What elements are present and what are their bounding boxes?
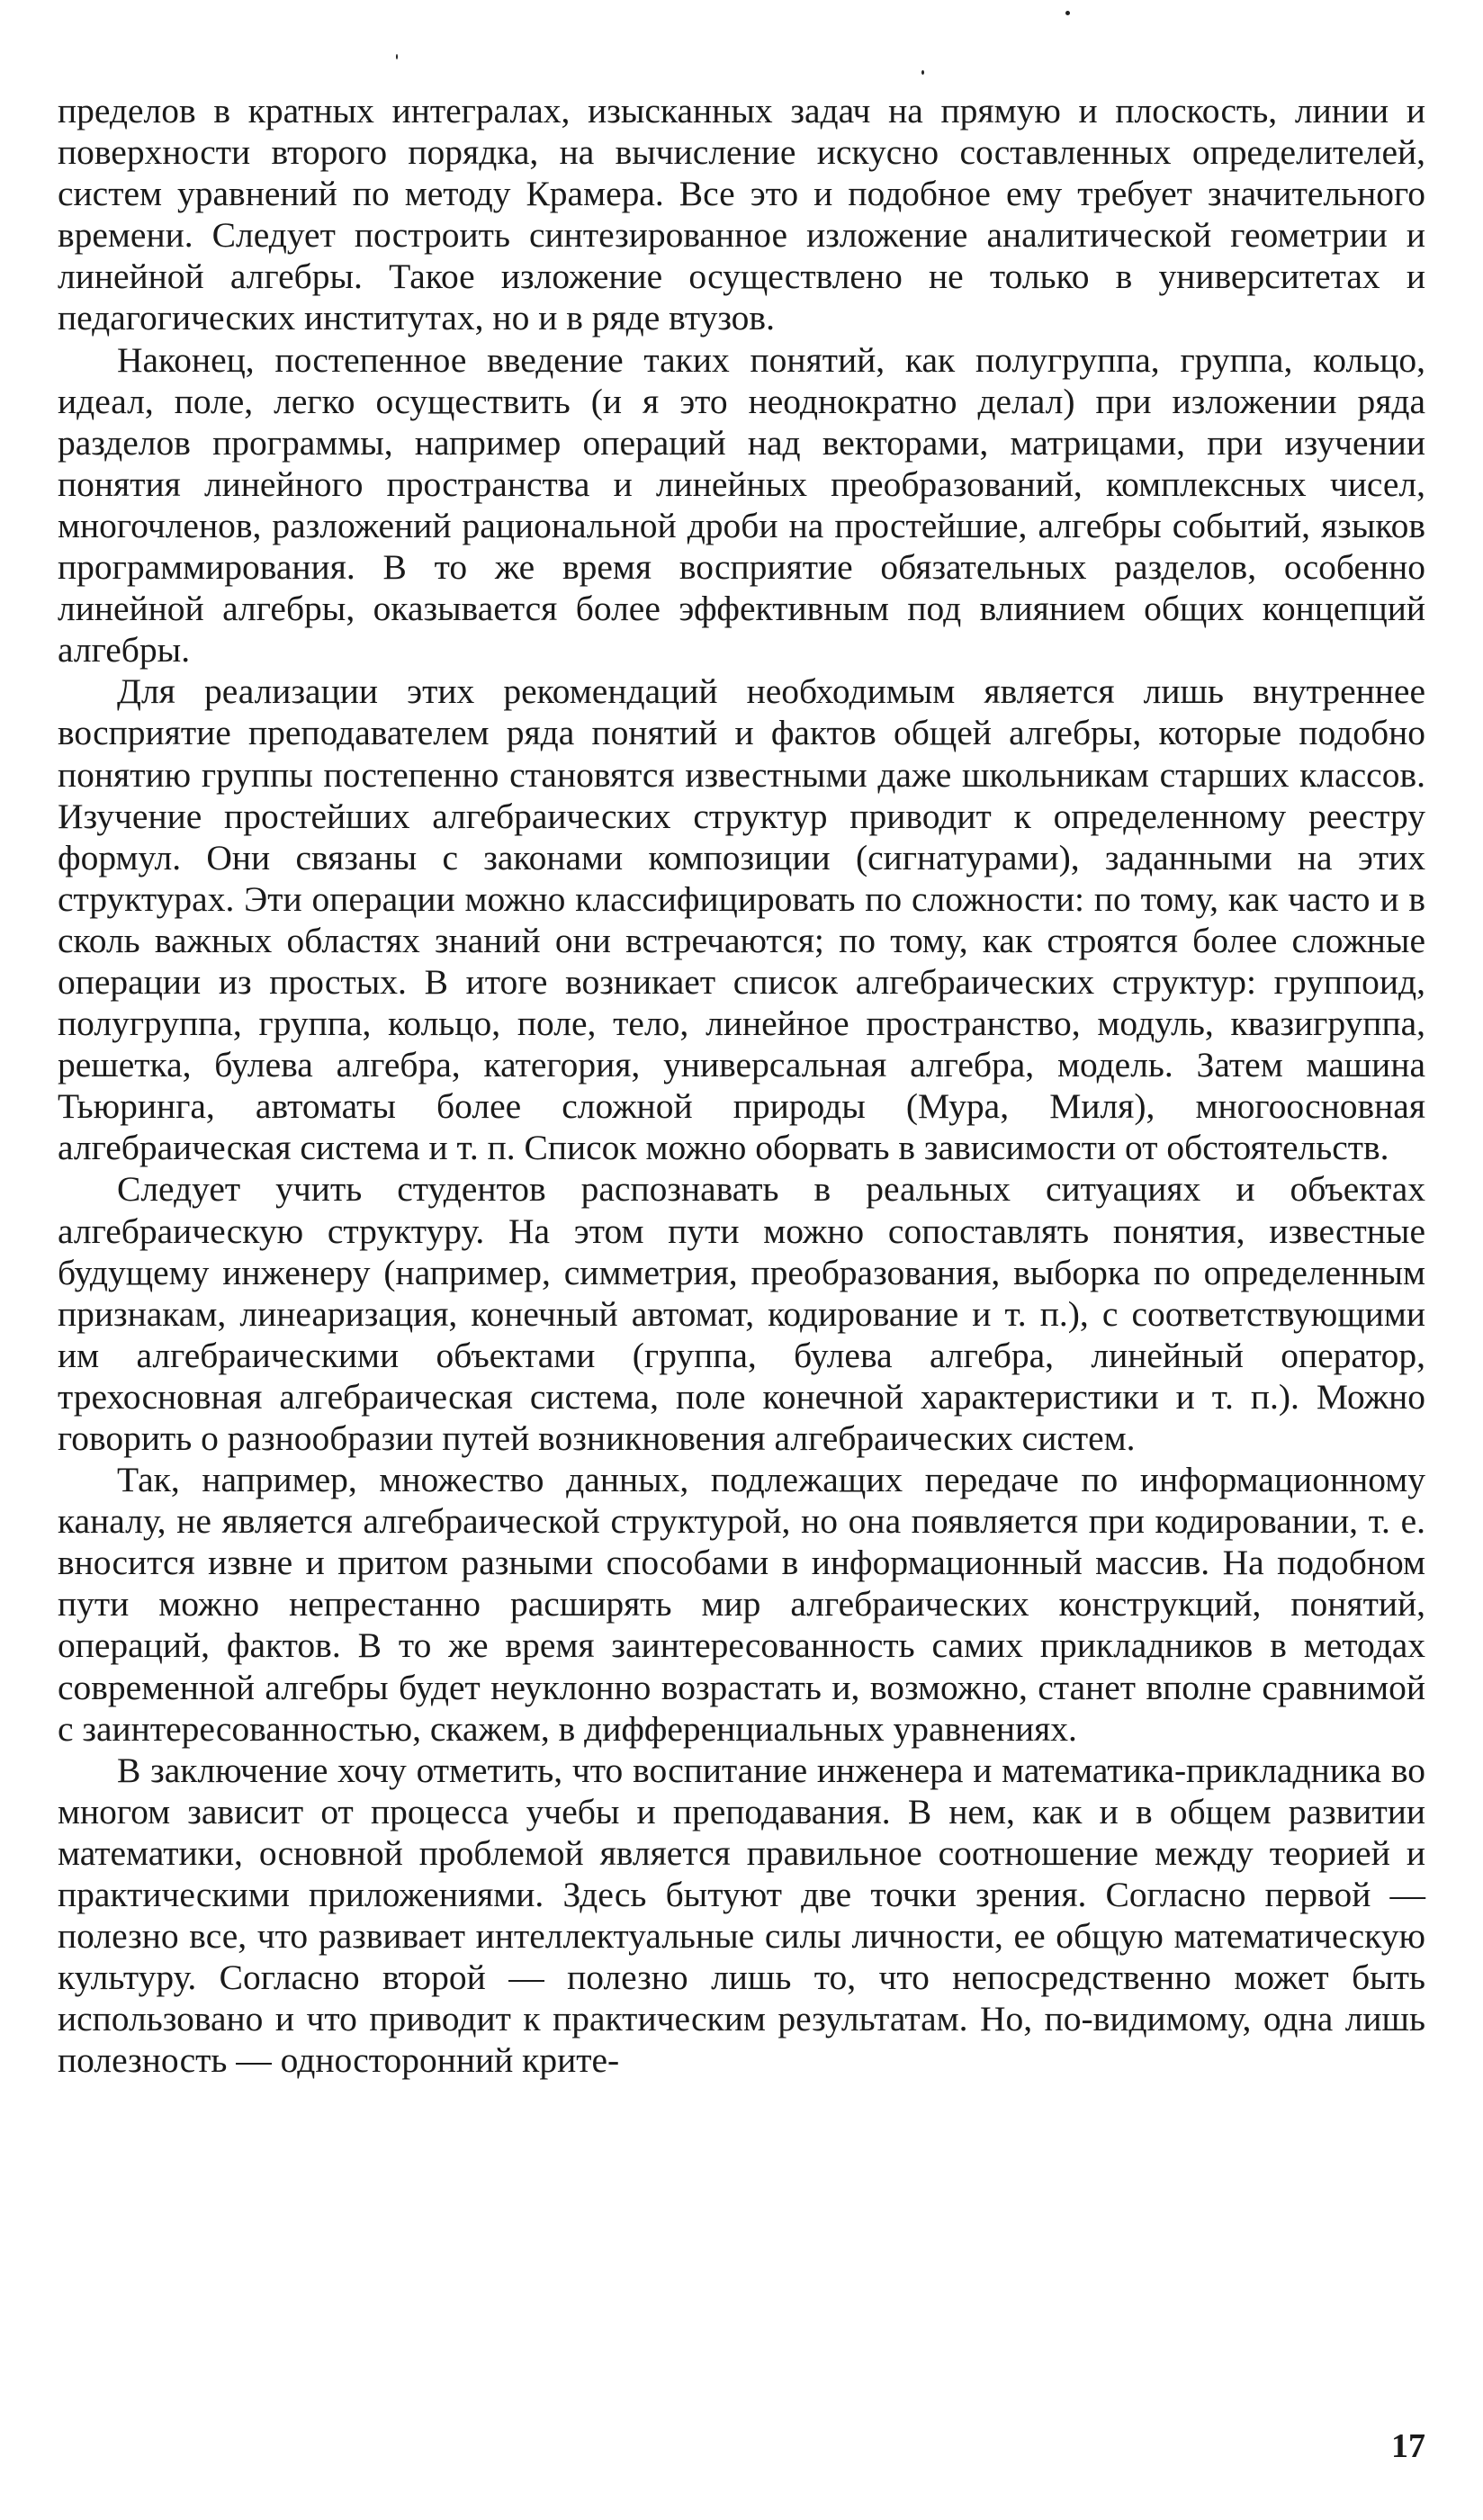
page-number: 17 bbox=[1391, 2427, 1425, 2465]
print-speck bbox=[1065, 11, 1070, 15]
paragraph: В заключение хочу отметить, что воспитание инженера и математика-прикладника во многом зависит от процесса учебы и преподавания. В нем, как и в общем развитии математики, основной проблемой является правильное соотношение между теорией и практическими приложениями. Здесь бытуют две точки зрения. Согласно первой — полезно все, что развивает интеллектуальные силы личности, ее общую математическую культуру. Согласно второй — полезно лишь то, что непосредственно может быть использовано и что приводит к практическим результатам. Но, по-видимому, одна лишь полезность — односторонний крите- bbox=[58, 1750, 1425, 2081]
print-speck bbox=[921, 70, 924, 75]
paragraph: Для реализации этих рекомендаций необходимым является лишь внутреннее восприятие преподавателем ряда понятий и фактов общей алгебры, которые подобно понятию группы постепенно становятся известными даже школьникам старших классов. Изучение простейших алгебраических структур приводит к определенному реестру формул. Они связаны с законами композиции (сигнатурами), заданными на этих структурах. Эти операции можно классифицировать по сложности: по тому, как часто и в сколь важных областях знаний они встречаются; по тому, как строятся более сложные операции из простых. В итоге возникает список алгебраических структур: группоид, полугруппа, группа, кольцо, поле, тело, линейное пространство, модуль, квазигруппа, решетка, булева алгебра, категория, универсальная алгебра, модель. Затем машина Тьюринга, автоматы более сложной природы (Мура, Миля), многоосновная алгебраическая система и т. п. Список можно оборвать в зависимости от обстоятельств. bbox=[58, 671, 1425, 1168]
paragraph-continuation: пределов в кратных интегралах, изысканных задач на прямую и плоскость, линии и поверхности второго порядка, на вычисление искусно составленных определителей, систем уравнений по методу Крамера. Все это и подобное ему требует значительного времени. Следует построить синтезированное изложение аналитической геометрии и линейной алгебры. Такое изложение осуществлено не только в университетах и педагогических институтах, но и в ряде втузов. bbox=[58, 91, 1425, 338]
paragraph: Наконец, постепенное введение таких понятий, как полугруппа, группа, кольцо, идеал, поле, легко осуществить (и я это неоднократно делал) при изложении ряда разделов программы, например операций над векторами, матрицами, при изучении понятия линейного пространства и линейных преобразований, комплексных чисел, многочленов, разложений рациональной дроби на простейшие, алгебры событий, языков программирования. В то же время восприятие обязательных разделов, особенно линейной алгебры, оказывается более эффективным под влиянием общих концепций алгебры. bbox=[58, 339, 1425, 670]
paragraph: Следует учить студентов распознавать в реальных ситуациях и объектах алгебраическую структуру. На этом пути можно сопоставлять понятия, известные будущему инженеру (например, симметрия, преобразования, выборка по определенным признакам, линеаризация, конечный автомат, кодирование и т. п.), с соответствующими им алгебраическими объектами (группа, булева алгебра, линейный оператор, трехосновная алгебраическая система, поле конечной характеристики и т. п.). Можно говорить о разнообразии путей возникновения алгебраических систем. bbox=[58, 1169, 1425, 1458]
document-page bbox=[58, 90, 1425, 2082]
paragraph: Так, например, множество данных, подлежащих передаче по информационному каналу, не является алгебраической структурой, но она появляется при кодировании, т. е. вносится извне и притом разными способами в информационный массив. На подобном пути можно непрестанно расширять мир алгебраических конструкций, понятий, операций, фактов. В то же время заинтересованность самих прикладников в методах современной алгебры будет неуклонно возрастать и, возможно, станет вполне сравнимой с заинтересованностью, скажем, в дифференциальных уравнениях. bbox=[58, 1460, 1425, 1749]
print-speck bbox=[396, 54, 398, 59]
